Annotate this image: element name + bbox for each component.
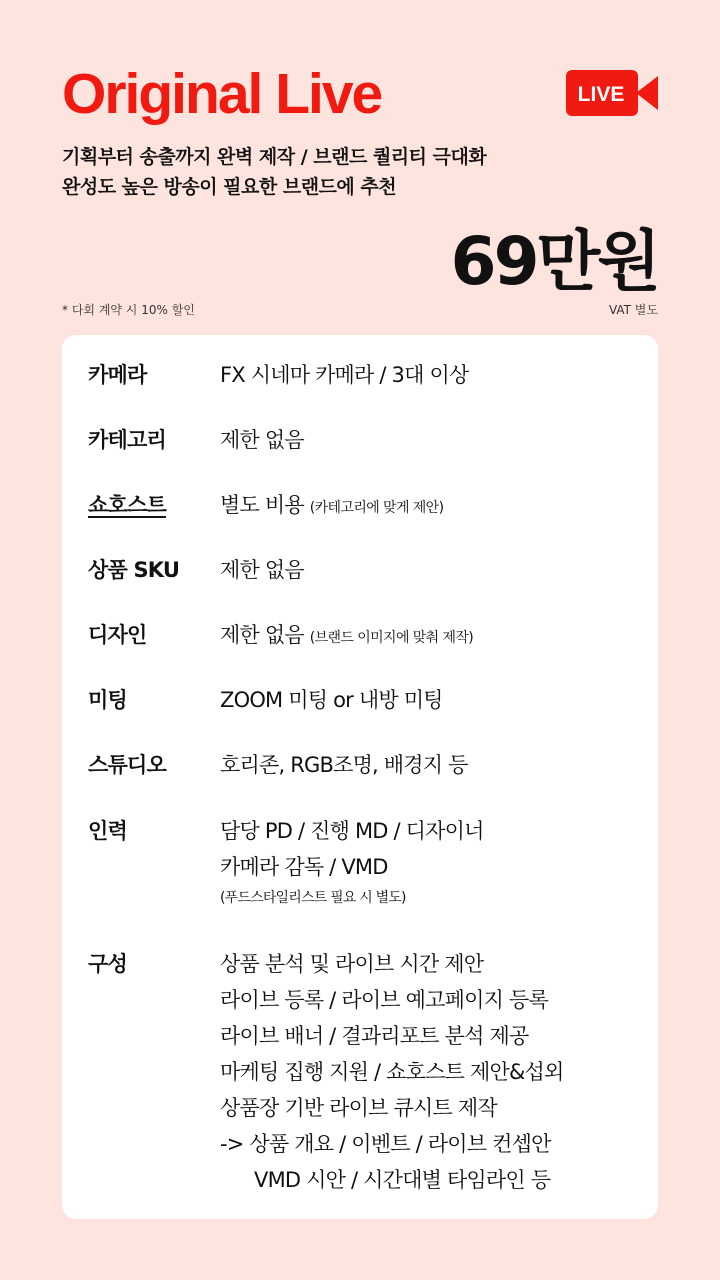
detail-value-note: (브랜드 이미지에 맞춰 제작) (309, 630, 474, 646)
detail-value-main: 별도 비용 (220, 493, 304, 517)
detail-label: 카테고리 (88, 428, 166, 452)
detail-value-main: 제한 없음 (220, 623, 304, 647)
detail-value-line: 상품 분석 및 라이브 시간 제안 (220, 952, 484, 976)
price: 69만원 (450, 223, 658, 300)
detail-value (220, 487, 640, 526)
detail-label: 인력 (88, 819, 127, 843)
detail-value-line: 상품장 기반 라이브 큐시트 제작 (220, 1096, 497, 1120)
detail-value-note: (푸드스타일리스트 필요 시 별도) (220, 890, 406, 906)
detail-value (220, 617, 640, 656)
detail-value-line: -> 상품 개요 / 이벤트 / 라이브 컨셉안 (220, 1132, 551, 1156)
detail-label: 미팅 (88, 688, 127, 712)
detail-value (220, 946, 640, 1198)
detail-value: FX 시네마 카메라 / 3대 이상 (220, 363, 469, 387)
detail-value-note: (카테고리에 맞게 제안) (309, 500, 444, 516)
detail-value: 호리존, RGB조명, 배경지 등 (220, 753, 468, 777)
detail-label: 상품 SKU (88, 558, 180, 582)
subtitle-line-2: 완성도 높은 방송이 필요한 브랜드에 추천 (62, 176, 397, 198)
detail-label: 카메라 (88, 363, 147, 387)
detail-label: 구성 (88, 952, 127, 976)
detail-label: 스튜디오 (88, 753, 166, 777)
detail-label: 쇼호스트 (88, 493, 166, 517)
discount-note: * 다회 계약 시 10% 할인 (62, 303, 195, 317)
vat-note: VAT 별도 (608, 303, 658, 317)
live-badge-label: LIVE (577, 83, 625, 106)
detail-label: 디자인 (88, 623, 147, 647)
subtitle-line-1: 기획부터 송출까지 완벽 제작 / 브랜드 퀄리티 극대화 (62, 146, 487, 168)
detail-value-line: 라이브 등록 / 라이브 예고페이지 등록 (220, 988, 548, 1012)
detail-value-line: 라이브 배너 / 결과리포트 분석 제공 (220, 1024, 529, 1048)
detail-value-line: 담당 PD / 진행 MD / 디자이너 (220, 819, 484, 843)
detail-value-line: 마케팅 집행 지원 / 쇼호스트 제안&섭외 (220, 1060, 564, 1084)
detail-value (220, 813, 640, 911)
detail-value-line: 카메라 감독 / VMD (220, 855, 388, 879)
detail-value-line: VMD 시안 / 시간대별 타임라인 등 (254, 1168, 551, 1192)
page-title: Original Live (62, 62, 382, 126)
details-card (62, 335, 658, 1219)
live-camera-icon (566, 70, 658, 116)
detail-value: 제한 없음 (220, 558, 304, 582)
detail-value: 제한 없음 (220, 428, 304, 452)
subtitle (62, 142, 486, 202)
detail-value: ZOOM 미팅 or 내방 미팅 (220, 688, 443, 712)
